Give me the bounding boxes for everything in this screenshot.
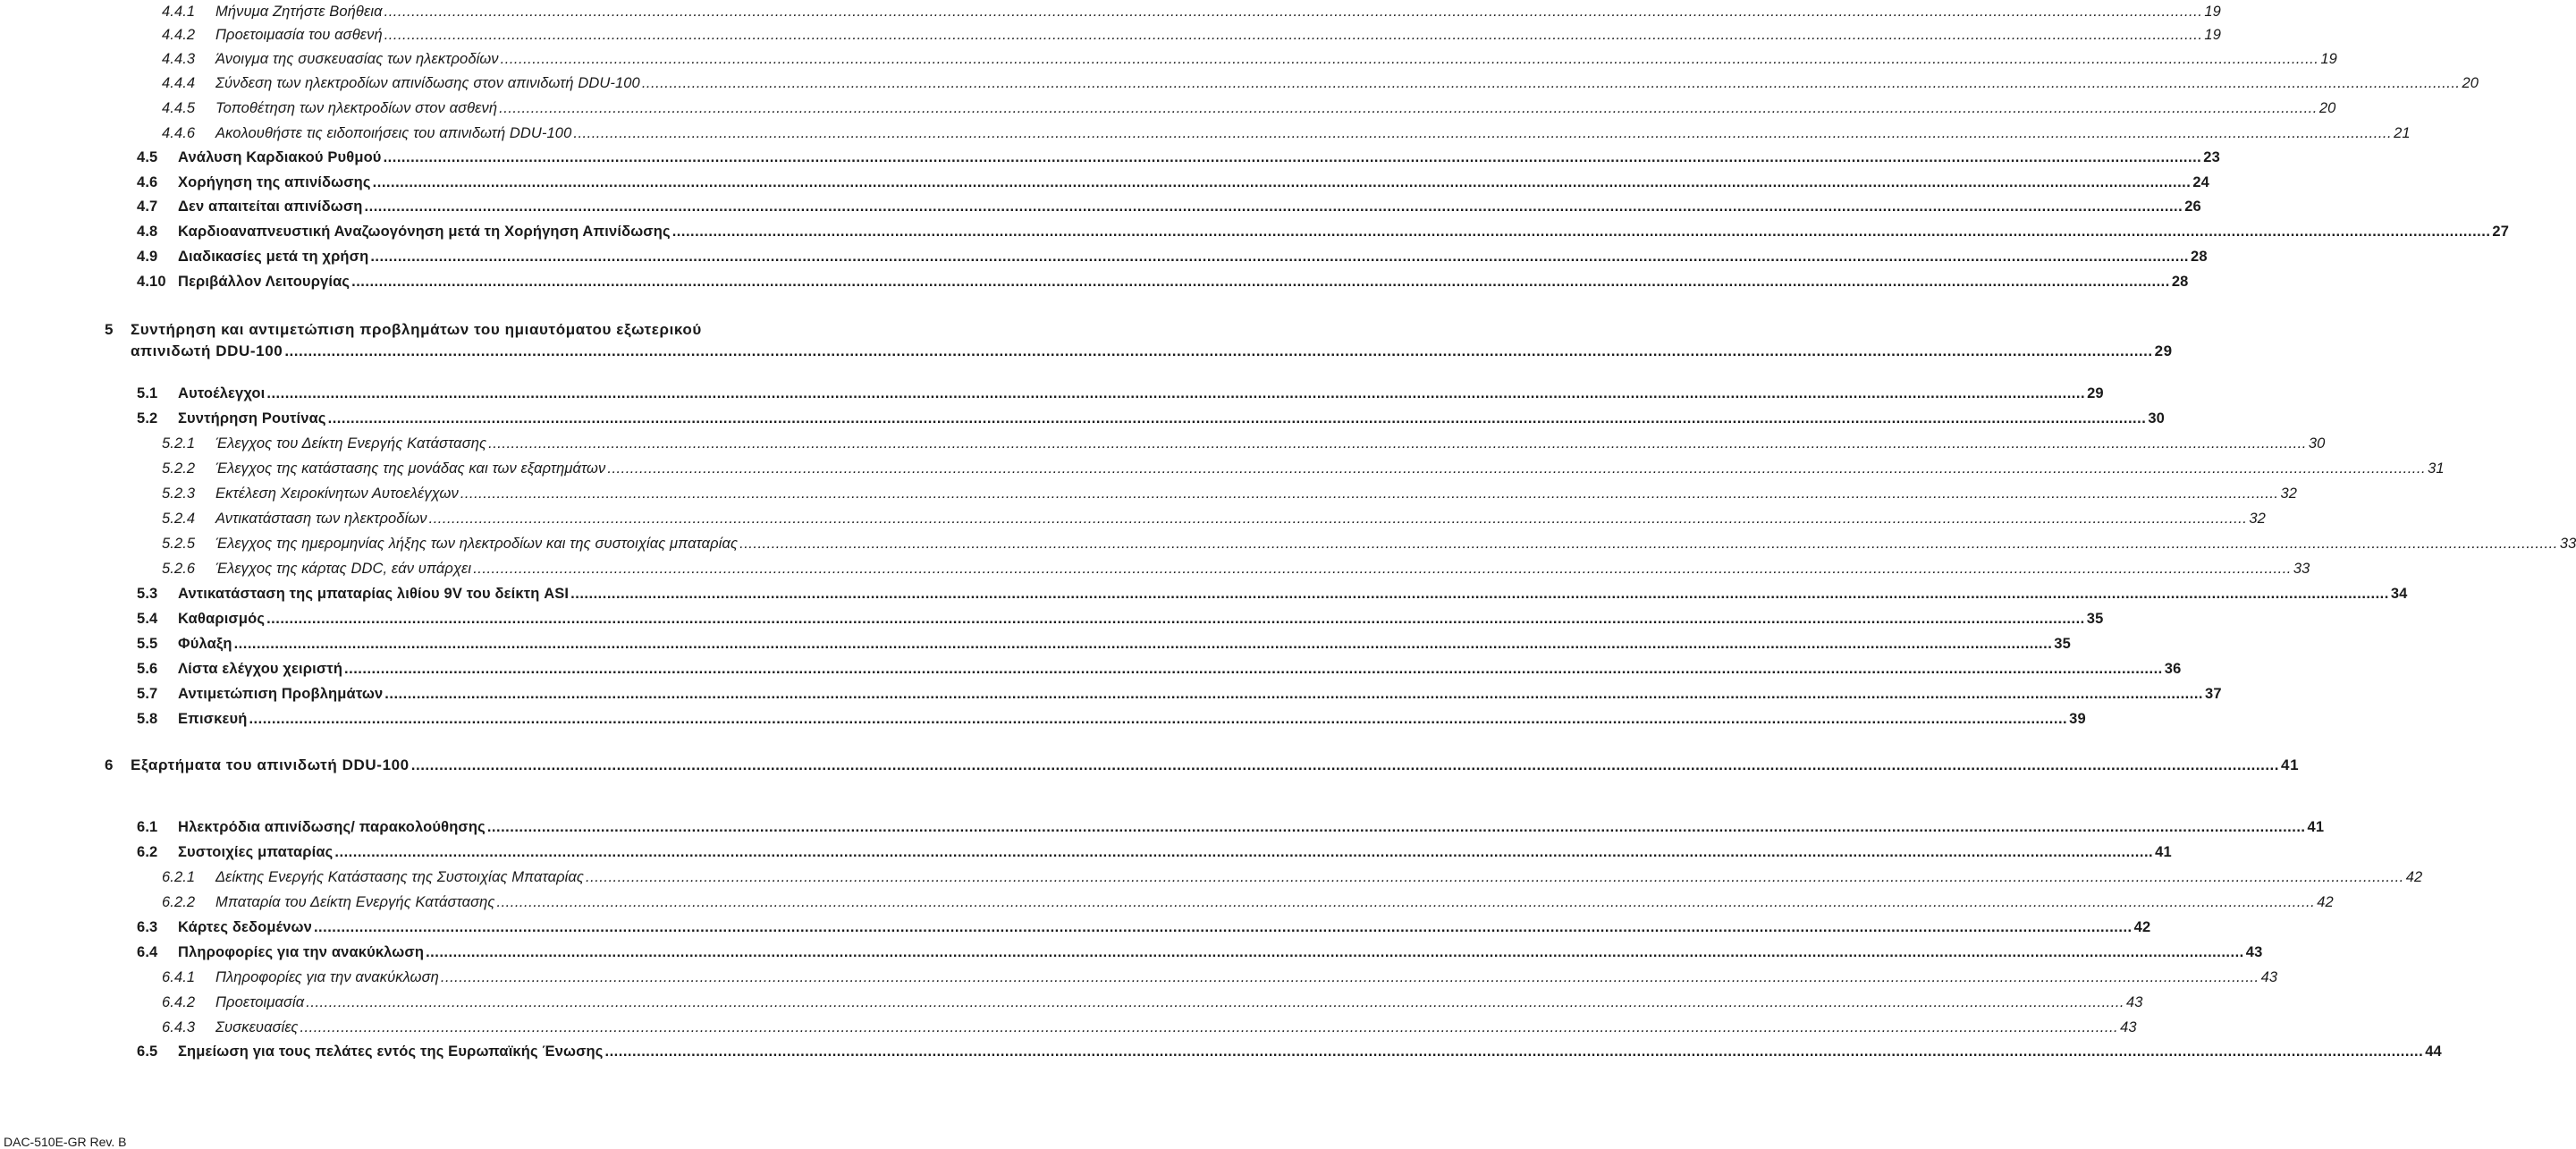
toc-entry[interactable] xyxy=(162,4,2221,21)
toc-entry[interactable] xyxy=(162,100,2336,117)
toc-leader-dots: ................................................................................................................................................................................................................................................................................................................................................................................................................ xyxy=(344,661,2163,677)
toc-entry-title: Επισκευή xyxy=(178,711,248,727)
toc-entry-page: 43 xyxy=(2245,944,2263,960)
toc-entry-title: Ηλεκτρόδια απινίδωσης/ παρακολούθησης xyxy=(178,819,486,835)
toc-leader-dots: ................................................................................................................................................................................................................................................................................................................................................................................................................ xyxy=(440,969,2259,985)
toc-entry-page: 33 xyxy=(2293,561,2310,577)
toc-entry-page: 20 xyxy=(2462,75,2479,91)
toc-entry-title: Αντιμετώπιση Προβλημάτων xyxy=(178,686,384,702)
toc-entry-title: Καρδιοαναπνευστική Αναζωογόνηση μετά τη Χορήγηση Απινίδωσης xyxy=(178,224,671,240)
toc-entry[interactable] xyxy=(137,819,2325,836)
toc-entry-number: 4.4.4 xyxy=(162,75,196,91)
toc-entry-title: Άνοιγμα της συσκευασίας των ηλεκτροδίων xyxy=(215,51,499,67)
toc-entry-number: 5.7 xyxy=(137,686,158,702)
toc-entry-title: Λίστα ελέγχου χειριστή xyxy=(178,661,343,677)
toc-entry-title: Σύνδεση των ηλεκτροδίων απινίδωσης στον απινιδωτή DDU-100 xyxy=(215,75,640,91)
toc-entry-number: 5.2.6 xyxy=(162,561,196,577)
toc-entry-number: 4.4.5 xyxy=(162,100,196,116)
toc-entry[interactable] xyxy=(137,686,2222,703)
toc-entry[interactable] xyxy=(162,511,2266,528)
toc-entry-page: 32 xyxy=(2249,511,2266,527)
toc-entry-number: 6 xyxy=(105,756,114,773)
toc-entry-number: 4.10 xyxy=(137,274,166,290)
toc-entry-title: Πληροφορίες για την ανακύκλωση xyxy=(215,969,439,985)
toc-leader-dots: ................................................................................................................................................................................................................................................................................................................................................................................................................ xyxy=(473,561,2292,577)
toc-entry-page: 32 xyxy=(2280,486,2298,502)
toc-entry-page: 43 xyxy=(2260,969,2278,985)
toc-entry-page: 35 xyxy=(2086,611,2104,627)
toc-entry-title: Προετοιμασία xyxy=(215,994,305,1010)
toc-entry-title: Μπαταρία του Δείκτη Ενεργής Κατάστασης xyxy=(215,894,495,910)
toc-entry-number: 6.4 xyxy=(137,944,158,960)
toc-entry-number: 5.4 xyxy=(137,611,158,627)
toc-entry[interactable] xyxy=(162,435,2326,452)
toc-entry-number: 5.2 xyxy=(137,410,158,427)
toc-entry-page: 31 xyxy=(2428,460,2445,477)
toc-leader-dots: ................................................................................................................................................................................................................................................................................................................................................................................................................ xyxy=(570,586,2389,602)
toc-entry-page: 19 xyxy=(2204,27,2221,43)
toc-entry-page: 29 xyxy=(2154,342,2173,359)
toc-entry[interactable] xyxy=(137,224,2510,241)
toc-entry-page: 41 xyxy=(2307,819,2325,835)
toc-entry[interactable] xyxy=(162,869,2423,886)
toc-entry-page: 44 xyxy=(2425,1043,2442,1060)
toc-entry-page: 42 xyxy=(2405,869,2423,885)
toc-leader-dots: ................................................................................................................................................................................................................................................................................................................................................................................................................ xyxy=(266,611,2085,627)
toc-leader-dots: ................................................................................................................................................................................................................................................................................................................................................................................................................ xyxy=(384,4,2203,20)
toc-entry-title: Εξαρτήματα του απινιδωτή DDU-100 xyxy=(131,756,410,773)
toc-entry-page: 30 xyxy=(2308,435,2326,452)
toc-entry-number: 5.2.2 xyxy=(162,460,196,477)
toc-entry-page: 21 xyxy=(2394,125,2411,141)
toc-leader-dots: ................................................................................................................................................................................................................................................................................................................................................................................................................ xyxy=(351,274,2170,290)
toc-leader-dots: ................................................................................................................................................................................................................................................................................................................................................................................................................ xyxy=(607,460,2427,477)
toc-leader-dots: ................................................................................................................................................................................................................................................................................................................................................................................................................ xyxy=(496,894,2316,910)
toc-entry-number: 4.4.2 xyxy=(162,27,196,43)
toc-entry-number: 4.5 xyxy=(137,149,158,165)
toc-leader-dots: ................................................................................................................................................................................................................................................................................................................................................................................................................ xyxy=(384,686,2203,702)
toc-entry[interactable] xyxy=(137,844,2172,861)
toc-entry-title: Χορήγηση της απινίδωσης xyxy=(178,174,371,190)
toc-entry[interactable] xyxy=(105,319,2173,362)
toc-leader-dots: ................................................................................................................................................................................................................................................................................................................................................................................................................ xyxy=(370,249,2190,265)
toc-entry-title: Μήνυμα Ζητήστε Βοήθεια xyxy=(215,4,383,20)
toc-leader-dots: ................................................................................................................................................................................................................................................................................................................................................................................................................ xyxy=(384,27,2203,43)
toc-entry[interactable] xyxy=(137,385,2104,402)
toc-entry-page: 42 xyxy=(2317,894,2334,910)
toc-entry[interactable] xyxy=(162,460,2445,477)
toc-entry-title: Καθαρισμός xyxy=(178,611,266,627)
toc-entry-page: 33 xyxy=(2559,536,2576,552)
toc-leader-dots: ................................................................................................................................................................................................................................................................................................................................................................................................................ xyxy=(306,994,2124,1010)
toc-leader-dots: ................................................................................................................................................................................................................................................................................................................................................................................................................ xyxy=(334,844,2154,860)
toc-entry-number: 4.9 xyxy=(137,249,158,265)
toc-leader-dots: ................................................................................................................................................................................................................................................................................................................................................................................................................ xyxy=(500,51,2319,67)
toc-leader-dots: ................................................................................................................................................................................................................................................................................................................................................................................................................ xyxy=(486,819,2306,835)
toc-leader-dots: ................................................................................................................................................................................................................................................................................................................................................................................................................ xyxy=(364,199,2183,215)
toc-entry[interactable] xyxy=(162,486,2298,503)
toc-entry-title: Αντικατάσταση των ηλεκτροδίων xyxy=(215,511,427,527)
toc-entry[interactable] xyxy=(137,410,2165,427)
toc-leader-dots: ................................................................................................................................................................................................................................................................................................................................................................................................................ xyxy=(739,536,2558,552)
toc-entry-title: Έλεγχος της ημερομηνίας λήξης των ηλεκτροδίων και της συστοιχίας μπαταρίας xyxy=(215,536,739,552)
toc-entry-number: 6.2.2 xyxy=(162,894,196,910)
toc-entry-title-line1: Συντήρηση και αντιμετώπιση προβλημάτων του ημιαυτόματου εξωτερικού xyxy=(131,321,702,338)
toc-leader-dots: ................................................................................................................................................................................................................................................................................................................................................................................................................ xyxy=(249,711,2068,727)
toc-entry-page: 19 xyxy=(2320,51,2337,67)
toc-entry-number: 4.4.3 xyxy=(162,51,196,67)
toc-entry-number: 5 xyxy=(105,321,114,338)
toc-entry-number: 4.7 xyxy=(137,199,158,215)
toc-entry-page: 29 xyxy=(2087,385,2104,401)
toc-entry[interactable] xyxy=(162,561,2310,578)
toc-entry-title: Ακολουθήστε τις ειδοποιήσεις του απινιδωτή DDU-100 xyxy=(215,125,572,141)
toc-leader-dots: ................................................................................................................................................................................................................................................................................................................................................................................................................ xyxy=(284,342,2153,359)
toc-entry-page: 36 xyxy=(2164,661,2182,677)
toc-entry-number: 5.2.1 xyxy=(162,435,196,452)
toc-entry[interactable] xyxy=(162,27,2221,44)
toc-entry-title: Διαδικασίες μετά τη χρήση xyxy=(178,249,369,265)
toc-leader-dots: ................................................................................................................................................................................................................................................................................................................................................................................................................ xyxy=(426,944,2244,960)
toc-entry[interactable] xyxy=(137,661,2182,678)
toc-entry-title: Συστοιχίες μπαταρίας xyxy=(178,844,334,860)
toc-entry[interactable] xyxy=(137,1043,2442,1060)
toc-leader-dots: ................................................................................................................................................................................................................................................................................................................................................................................................................ xyxy=(573,125,2393,141)
toc-entry-page: 41 xyxy=(2155,844,2172,860)
toc-entry-page: 24 xyxy=(2192,174,2210,190)
toc-entry-number: 5.5 xyxy=(137,636,158,652)
toc-entry-number: 6.1 xyxy=(137,819,158,835)
footer-doc-code: DAC-510E-GR Rev. B xyxy=(4,1135,127,1149)
toc-entry[interactable] xyxy=(162,536,2576,553)
toc-entry[interactable] xyxy=(137,249,2208,266)
toc-entry[interactable] xyxy=(162,969,2278,986)
toc-entry-number: 4.4.6 xyxy=(162,125,196,141)
toc-entry-title: Έλεγχος της κάρτας DDC, εάν υπάρχει xyxy=(215,561,472,577)
toc-entry[interactable] xyxy=(162,51,2337,68)
toc-entry-title: Ανάλυση Καρδιακού Ρυθμού xyxy=(178,149,382,165)
toc-entry-page: 26 xyxy=(2184,199,2201,215)
toc-entry-number: 5.2.5 xyxy=(162,536,196,552)
toc-entry-page: 37 xyxy=(2205,686,2222,702)
toc-leader-dots: ................................................................................................................................................................................................................................................................................................................................................................................................................ xyxy=(372,174,2192,190)
toc-entry-page: 30 xyxy=(2148,410,2165,427)
toc-entry[interactable] xyxy=(137,611,2104,628)
toc-leader-dots: ................................................................................................................................................................................................................................................................................................................................................................................................................ xyxy=(428,511,2248,527)
toc-entry-number: 4.4.1 xyxy=(162,4,196,20)
toc-entry-number: 4.6 xyxy=(137,174,158,190)
toc-entry-title: Συσκευασίες xyxy=(215,1019,299,1035)
toc-entry-page: 41 xyxy=(2281,756,2300,773)
toc-entry-page: 20 xyxy=(2318,100,2336,116)
toc-entry-number: 6.2 xyxy=(137,844,158,860)
toc-entry-title: Σημείωση για τους πελάτες εντός της Ευρωπαϊκής Ένωσης xyxy=(178,1043,604,1060)
toc-leader-dots: ................................................................................................................................................................................................................................................................................................................................................................................................................ xyxy=(313,919,2133,935)
toc-entry-number: 5.2.3 xyxy=(162,486,196,502)
toc-leader-dots: ................................................................................................................................................................................................................................................................................................................................................................................................................ xyxy=(327,410,2147,427)
toc-entry[interactable] xyxy=(105,756,2300,774)
toc-entry-title: Τοποθέτηση των ηλεκτροδίων στον ασθενή xyxy=(215,100,498,116)
toc-entry-page: 19 xyxy=(2204,4,2221,20)
toc-entry[interactable] xyxy=(137,199,2201,215)
toc-entry[interactable] xyxy=(162,125,2411,142)
toc-entry-number: 5.1 xyxy=(137,385,158,401)
toc-entry-number: 6.3 xyxy=(137,919,158,935)
toc-entry-page: 27 xyxy=(2492,224,2510,240)
toc-entry-number: 6.5 xyxy=(137,1043,158,1060)
toc-entry-title: Κάρτες δεδομένων xyxy=(178,919,312,935)
toc-entry-title: Έλεγχος του Δείκτη Ενεργής Κατάστασης xyxy=(215,435,487,452)
toc-entry-number: 6.4.3 xyxy=(162,1019,196,1035)
toc-entry-page: 35 xyxy=(2054,636,2071,652)
toc-entry-page: 34 xyxy=(2390,586,2408,602)
toc-entry-title: Δεν απαιτείται απινίδωση xyxy=(178,199,363,215)
toc-entry-title: Εκτέλεση Χειροκίνητων Αυτοελέγχων xyxy=(215,486,459,502)
toc-leader-dots: ................................................................................................................................................................................................................................................................................................................................................................................................................ xyxy=(233,636,2053,652)
toc-leader-dots: ................................................................................................................................................................................................................................................................................................................................................................................................................ xyxy=(410,756,2280,773)
toc-entry[interactable] xyxy=(137,149,2220,166)
toc-entry-title: απινιδωτή DDU-100 xyxy=(131,342,283,359)
toc-entry-page: 23 xyxy=(2203,149,2220,165)
toc-entry-number: 6.4.1 xyxy=(162,969,196,985)
toc-entry-title: Δείκτης Ενεργής Κατάστασης της Συστοιχίας Μπαταρίας xyxy=(215,869,585,885)
toc-leader-dots: ................................................................................................................................................................................................................................................................................................................................................................................................................ xyxy=(641,75,2461,91)
toc-leader-dots: ................................................................................................................................................................................................................................................................................................................................................................................................................ xyxy=(499,100,2318,116)
toc-entry[interactable] xyxy=(137,274,2189,291)
toc-entry-number: 6.4.2 xyxy=(162,994,196,1010)
toc-entry[interactable] xyxy=(137,636,2071,653)
toc-leader-dots: ................................................................................................................................................................................................................................................................................................................................................................................................................ xyxy=(460,486,2279,502)
toc-leader-dots: ................................................................................................................................................................................................................................................................................................................................................................................................................ xyxy=(671,224,2491,240)
toc-entry-page: 39 xyxy=(2069,711,2086,727)
toc-leader-dots: ................................................................................................................................................................................................................................................................................................................................................................................................................ xyxy=(266,385,2086,401)
toc-entry[interactable] xyxy=(162,75,2479,92)
toc-leader-dots: ................................................................................................................................................................................................................................................................................................................................................................................................................ xyxy=(586,869,2404,885)
toc-leader-dots: ................................................................................................................................................................................................................................................................................................................................................................................................................ xyxy=(300,1019,2119,1035)
toc-entry[interactable] xyxy=(162,894,2334,911)
toc-leader-dots: ................................................................................................................................................................................................................................................................................................................................................................................................................ xyxy=(383,149,2202,165)
toc-entry-title: Πληροφορίες για την ανακύκλωση xyxy=(178,944,425,960)
toc-entry-number: 5.2.4 xyxy=(162,511,196,527)
toc-entry-page: 43 xyxy=(2126,994,2143,1010)
toc-entry-title: Φύλαξη xyxy=(178,636,232,652)
toc-entry[interactable] xyxy=(137,711,2086,728)
toc-entry-line2 xyxy=(131,341,2173,362)
toc-entry-page: 28 xyxy=(2191,249,2208,265)
toc-entry-title: Αυτοέλεγχοι xyxy=(178,385,266,401)
toc-entry-title: Συντήρηση Ρουτίνας xyxy=(178,410,326,427)
toc-entry-page: 42 xyxy=(2133,919,2151,935)
toc-entry-title: Προετοιμασία του ασθενή xyxy=(215,27,383,43)
toc-entry-title: Έλεγχος της κατάστασης της μονάδας και των εξαρτημάτων xyxy=(215,460,606,477)
toc-entry[interactable] xyxy=(162,994,2143,1011)
toc-entry[interactable] xyxy=(137,586,2408,603)
toc-entry-title: Αντικατάσταση της μπαταρίας λιθίου 9V του δείκτη ASI xyxy=(178,586,570,602)
toc-leader-dots: ................................................................................................................................................................................................................................................................................................................................................................................................................ xyxy=(604,1043,2424,1060)
toc-leader-dots: ................................................................................................................................................................................................................................................................................................................................................................................................................ xyxy=(488,435,2307,452)
toc-entry[interactable] xyxy=(137,919,2151,936)
toc-entry-number: 5.3 xyxy=(137,586,158,602)
toc-entry-number: 5.6 xyxy=(137,661,158,677)
toc-entry-page: 28 xyxy=(2171,274,2189,290)
toc-entry-number: 5.8 xyxy=(137,711,158,727)
toc-entry[interactable] xyxy=(162,1019,2137,1036)
toc-entry[interactable] xyxy=(137,944,2263,961)
toc-entry-number: 6.2.1 xyxy=(162,869,196,885)
toc-entry[interactable] xyxy=(137,174,2210,191)
toc-entry-number: 4.8 xyxy=(137,224,158,240)
toc-entry-title: Περιβάλλον Λειτουργίας xyxy=(178,274,351,290)
toc-entry-page: 43 xyxy=(2120,1019,2137,1035)
